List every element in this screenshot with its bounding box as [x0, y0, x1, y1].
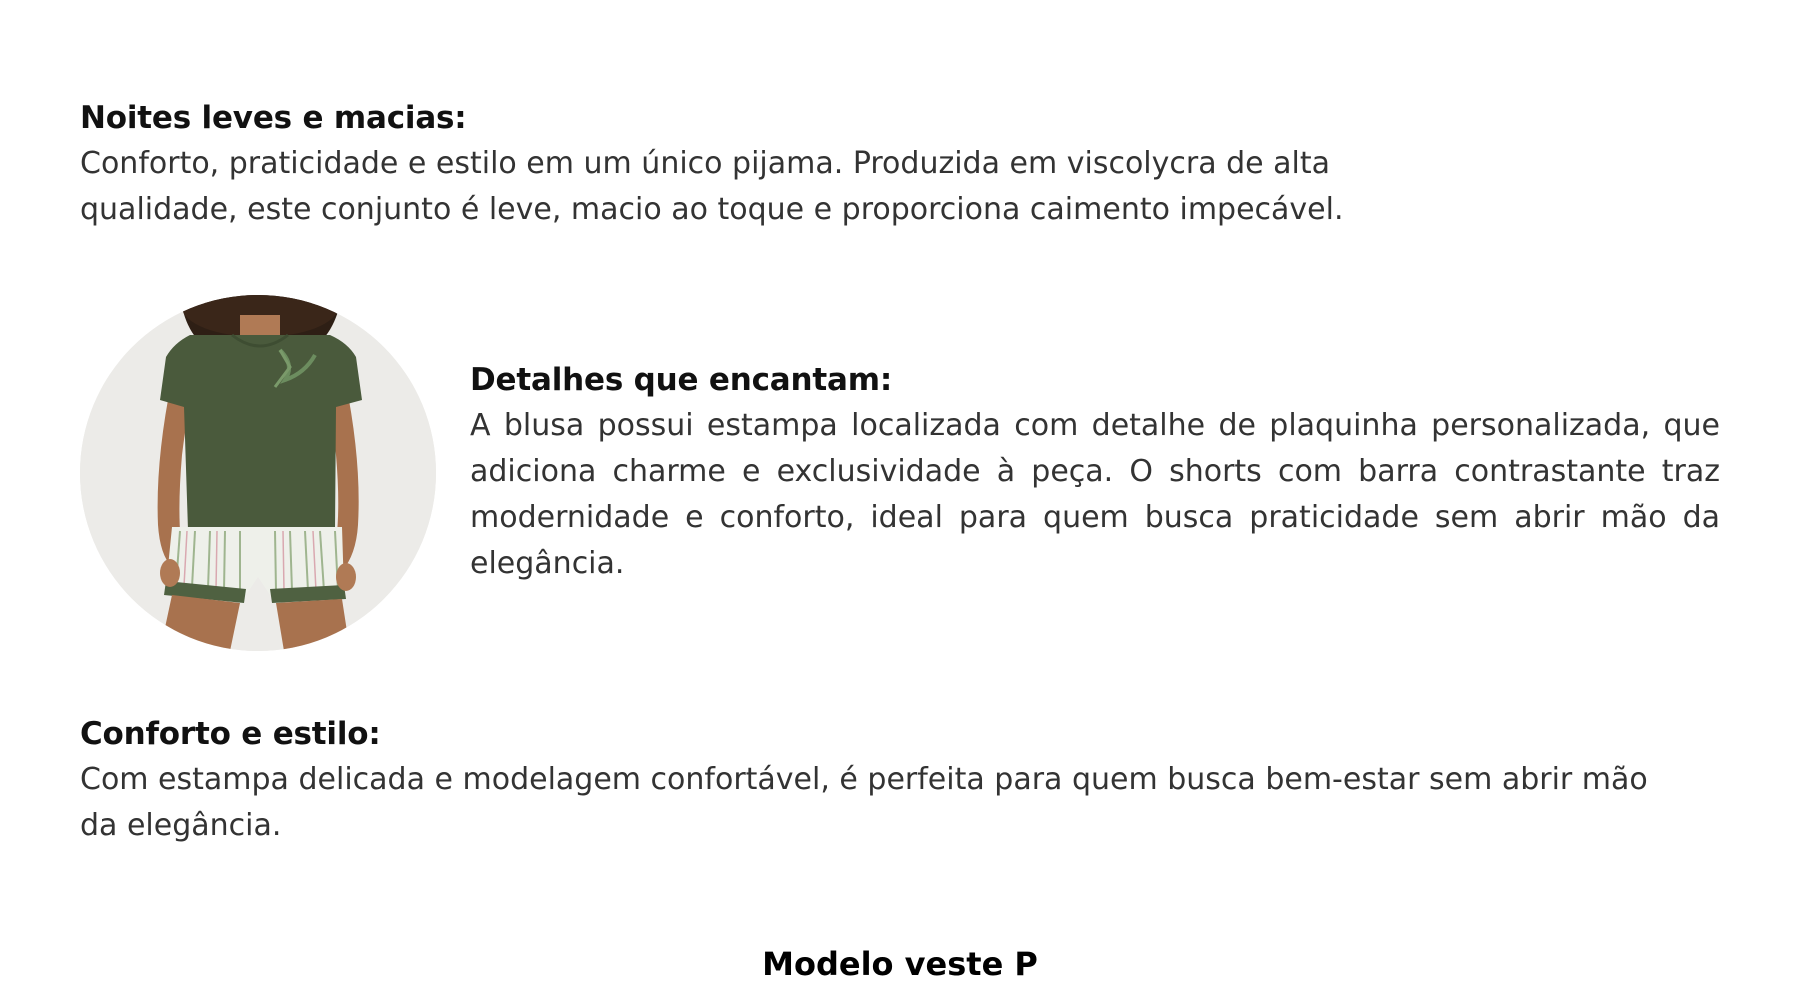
product-photo [80, 295, 436, 651]
model-size-label: Modelo veste P [762, 945, 1038, 983]
intro-heading: Noites leves e macias: [80, 100, 467, 136]
intro-section [80, 96, 1480, 233]
details-section [470, 358, 1720, 587]
comfort-heading: Conforto e estilo: [80, 716, 381, 752]
intro-text: Conforto, praticidade e estilo em um único pijama. Produzida em viscolycra de alta qualidade, este conjunto é leve, macio ao toque e proporciona caimento impecável. [80, 146, 1344, 227]
comfort-section [80, 712, 1680, 849]
comfort-text: Com estampa delicada e modelagem confortável, é perfeita para quem busca bem-estar sem abrir mão da elegância. [80, 762, 1648, 843]
details-text: A blusa possui estampa localizada com detalhe de plaquinha personalizada, que adiciona charme e exclusividade à peça. O shorts com barra contrastante traz modernidade e conforto, ideal para quem busca praticidade sem abrir mão da elegância. [470, 408, 1720, 581]
details-heading: Detalhes que encantam: [470, 362, 893, 398]
